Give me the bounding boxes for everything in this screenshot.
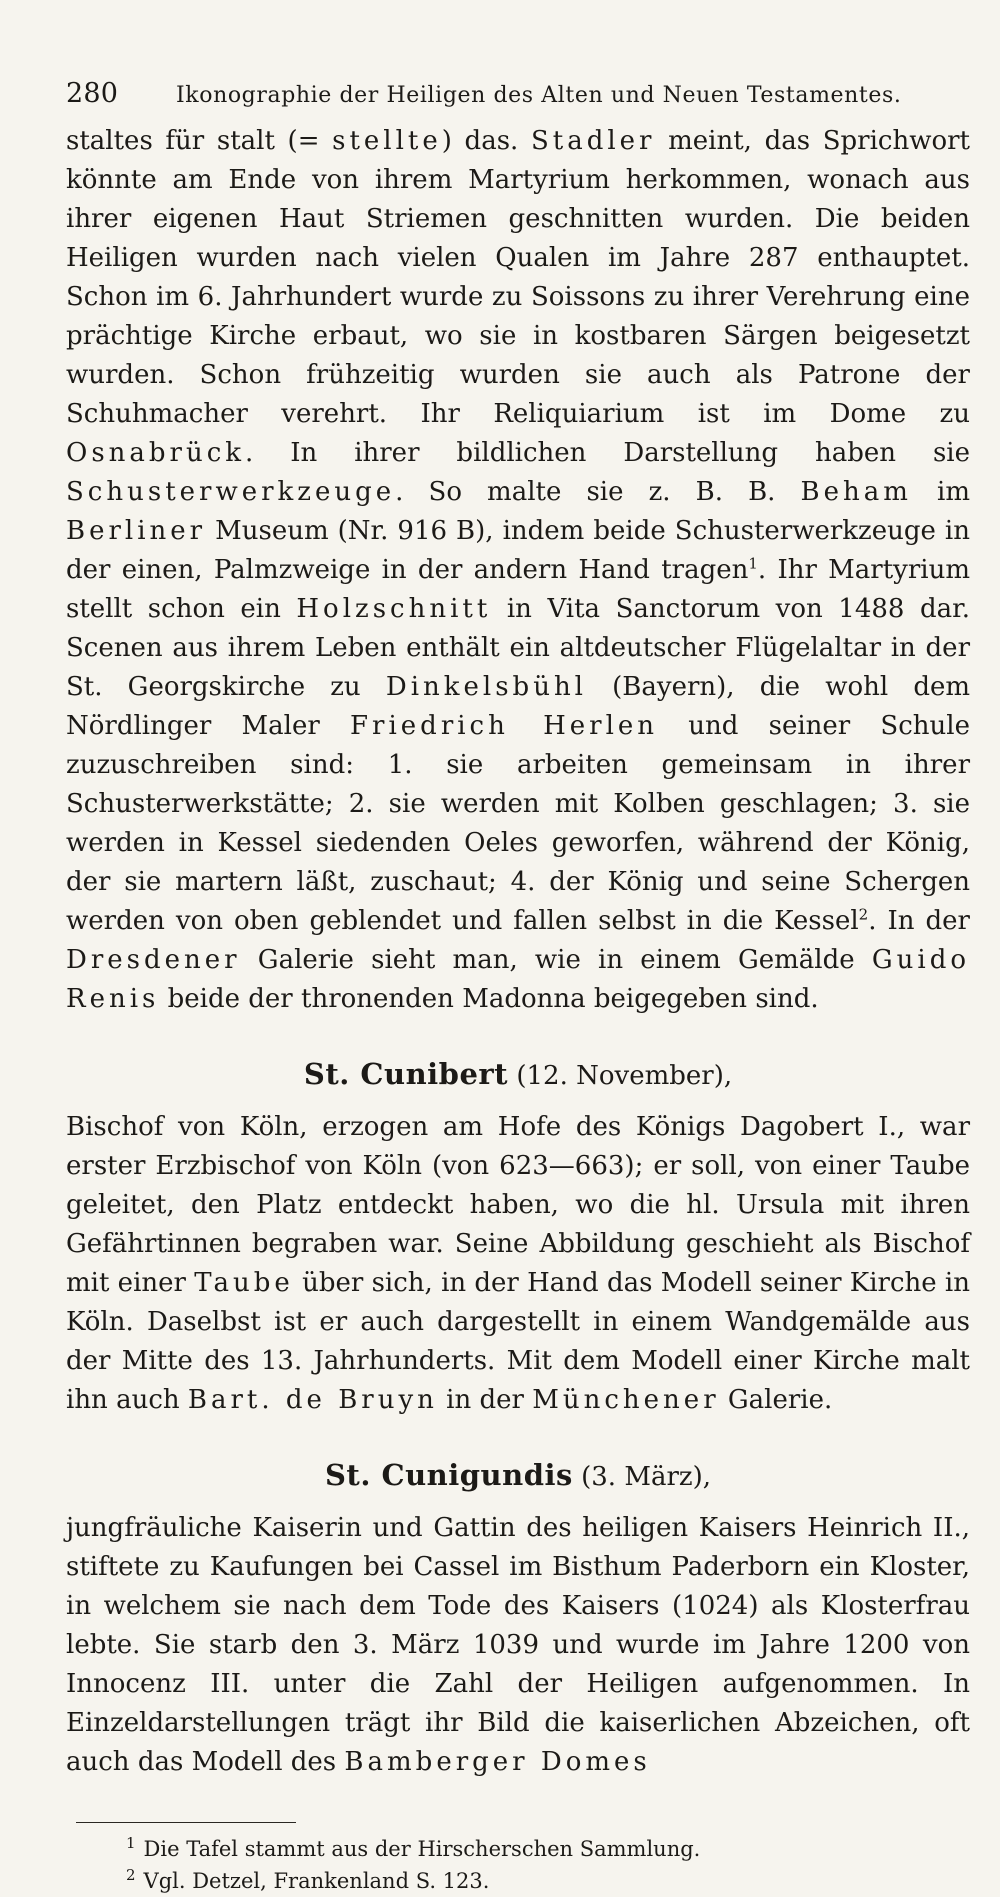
feast-date-cunibert: (12. November), <box>508 1061 733 1091</box>
text-run: Museum (Nr. 916 B), indem beide Schusterwerkzeuge in der einen, Palmzweige in der andern Hand tragen <box>66 516 970 585</box>
emphasis-stellte: stellte <box>332 126 442 156</box>
emphasis-guido: Guido Renis <box>66 945 970 1014</box>
text-run: beide der thronenden Madonna beigegeben sind. <box>159 984 819 1014</box>
emphasis-holzschnitt: Holzschnitt <box>296 594 492 624</box>
footnote-text: Die Tafel stammt aus der Hirscherschen Sammlung. <box>143 1837 701 1861</box>
text-run: Bischof von Köln, erzogen am Hofe des Königs Dagobert I., war erster Erzbischof von Köln (von 623—663); er soll, von einer Taube geleitet, den Platz entdeckt haben, wo die hl. Ursula mit ihren Gefährtinnen begraben war. Seine Abbildung geschieht als Bischof mit einer <box>66 1112 970 1298</box>
text-run: . So malte sie z. B. B. <box>395 477 801 507</box>
emphasis-berliner: Berliner <box>66 516 207 546</box>
paragraph-cunigundis <box>66 1509 970 1782</box>
text-run: in der <box>437 1385 533 1415</box>
paragraph-cunibert <box>66 1108 970 1420</box>
emphasis-bart: Bart. de Bruyn <box>187 1385 438 1415</box>
text-run: meint, das Sprichwort könnte am Ende von ihrem Martyrium herkommen, wonach aus ihrer eigenen Haut Striemen geschnitten wurden. Die beiden Heiligen wurden nach vielen Qualen im Jahre 287 enthauptet. Schon im 6. Jahrhundert wurde zu Soissons zu ihrer Verehrung eine prächtige Kirche erbaut, wo sie in kostbaren Särgen beigesetzt wurden. Schon frühzeitig wurden sie auch als Patrone der Schuhmacher verehrt. Ihr Reliquiarium ist im Dome zu <box>66 126 971 429</box>
text-run: . In ihrer bildlichen Darstellung haben sie <box>245 438 970 468</box>
paragraph-martyrium <box>66 122 970 1019</box>
footnote-mark: 1 <box>126 1834 136 1852</box>
emphasis-osnabrueck: Osnabrück <box>66 438 246 468</box>
running-head <box>66 78 970 114</box>
saint-name-cunigundis: St. Cunigundis <box>324 1458 573 1492</box>
footnote-text: Vgl. Detzel, Frankenland S. 123. <box>143 1869 490 1893</box>
footnote-ref-2: 2 <box>858 905 869 924</box>
emphasis-taube: Taube <box>194 1268 294 1298</box>
footnote-mark: 2 <box>126 1866 136 1884</box>
text-run: und seiner Schule zuzuschreiben sind: 1. sie arbeiten gemeinsam in ihrer Schusterwerkstätte; 2. sie werden mit Kolben geschlagen; 3. sie werden in Kessel siedenden Oeles geworfen, während der König, der sie martern läßt, zuschaut; 4. der König und seine Schergen werden von oben geblendet und fallen selbst in die Kessel <box>66 711 970 936</box>
footnote-1 <box>126 1833 970 1865</box>
text-run: staltes für stalt (= <box>66 126 333 156</box>
footnote-divider <box>76 1822 296 1823</box>
footnote-ref-1: 1 <box>748 554 758 573</box>
feast-date-cunigundis: (3. März), <box>572 1462 711 1492</box>
entry-heading-cunibert <box>66 1055 970 1096</box>
emphasis-muenchener: Münchener <box>532 1385 720 1415</box>
text-run: Galerie. <box>719 1385 833 1415</box>
emphasis-beham: Beham <box>800 477 912 507</box>
emphasis-dresdener: Dresdener <box>66 945 241 975</box>
emphasis-bamberger: Bamberger Domes <box>344 1747 651 1777</box>
footnote-2 <box>126 1865 970 1897</box>
text-run: . Ihr Martyrium stellt schon ein <box>66 555 971 624</box>
text-run: über sich, in der Hand das Modell seiner Kirche in Köln. Daselbst ist er auch dargestellt in einem Wandgemälde aus der Mitte des 13. Jahrhunderts. Mit dem Modell einer Kirche malt ihn auch <box>66 1268 970 1415</box>
saint-name-cunibert: St. Cunibert <box>303 1057 509 1091</box>
text-run: im <box>911 477 971 507</box>
text-run: . In der <box>868 906 970 936</box>
text-run: ) das. <box>441 126 531 156</box>
emphasis-herlen: Friedrich Herlen <box>350 711 659 741</box>
text-run: (Bayern), die wohl dem Nördlinger Maler <box>66 672 971 741</box>
entry-heading-cunigundis <box>66 1456 970 1497</box>
running-title: Ikonographie der Heiligen des Alten und Neuen Testamentes. <box>176 83 902 108</box>
emphasis-dinkelsbuehl: Dinkelsbühl <box>385 672 587 702</box>
emphasis-stadler: Stadler <box>530 126 656 156</box>
page-number: 280 <box>66 78 119 109</box>
text-run: in Vita Sanctorum von 1488 dar. Scenen aus ihrem Leben enthält ein altdeutscher Flügelaltar in der St. Georgskirche zu <box>66 594 970 702</box>
text-run: jungfräuliche Kaiserin und Gattin des heiligen Kaisers Heinrich II., stiftete zu Kaufungen bei Cassel im Bisthum Paderborn ein Kloster, in welchem sie nach dem Tode des Kaisers (1024) als Klosterfrau lebte. Sie starb den 3. März 1039 und wurde im Jahre 1200 von Innocenz III. unter die Zahl der Heiligen aufgenommen. In Einzeldarstellungen trägt ihr Bild die kaiserlichen Abzeichen, oft auch das Modell des <box>66 1513 970 1777</box>
text-run: Galerie sieht man, wie in einem Gemälde <box>240 945 872 975</box>
emphasis-schusterwerkzeuge: Schusterwerkzeuge <box>66 477 396 507</box>
